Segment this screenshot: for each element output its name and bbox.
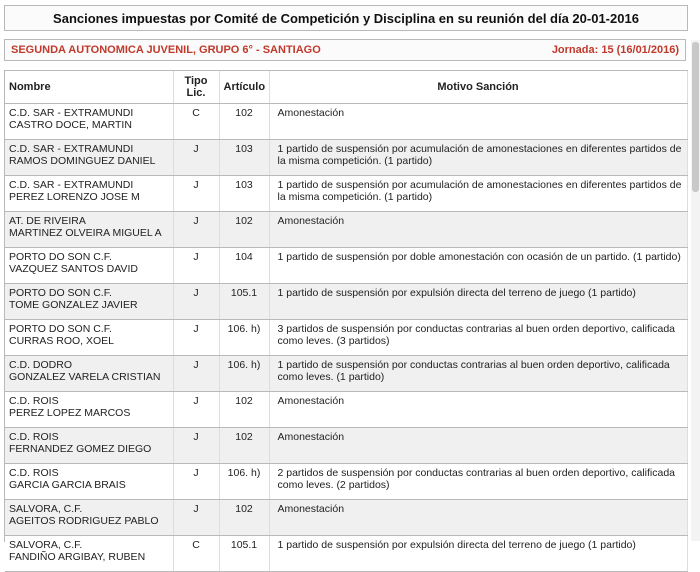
club-name: AT. DE RIVEIRA: [9, 215, 86, 227]
cell-nombre: [5, 428, 173, 464]
club-name: PORTO DO SON C.F.: [9, 287, 112, 299]
cell-motivo: 1 partido de suspensión por doble amonestación con ocasión de un partido. (1 partido): [269, 248, 687, 284]
table-header-row: [5, 71, 687, 104]
club-name: SALVORA, C.F.: [9, 503, 83, 515]
player-name: RAMOS DOMINGUEZ DANIEL: [9, 155, 156, 167]
cell-articulo: 103: [219, 140, 269, 176]
cell-articulo: 105.1: [219, 284, 269, 320]
cell-motivo: Amonestación: [269, 392, 687, 428]
cell-motivo: 2 partidos de suspensión por conductas contrarias al buen orden deportivo, calificada como leves. (2 partidos): [269, 464, 687, 500]
club-name: C.D. ROIS: [9, 395, 59, 407]
cell-motivo: Amonestación: [269, 212, 687, 248]
club-name: C.D. SAR - EXTRAMUNDI: [9, 143, 134, 155]
vertical-scrollbar[interactable]: [691, 40, 700, 541]
cell-motivo: 1 partido de suspensión por expulsión directa del terreno de juego (1 partido): [269, 284, 687, 320]
cell-nombre: [5, 176, 173, 212]
cell-nombre: [5, 320, 173, 356]
cell-tipo-lic: J: [173, 320, 219, 356]
scrollbar-thumb[interactable]: [692, 42, 699, 192]
cell-tipo-lic: J: [173, 428, 219, 464]
player-name: CASTRO DOCE, MARTIN: [9, 119, 132, 131]
table-row: [5, 140, 687, 176]
cell-motivo: Amonestación: [269, 104, 687, 140]
cell-articulo: 106. h): [219, 320, 269, 356]
group-header: [4, 39, 686, 61]
cell-motivo: Amonestación: [269, 500, 687, 536]
club-name: PORTO DO SON C.F.: [9, 251, 112, 263]
player-name: GARCIA GARCIA BRAIS: [9, 479, 126, 491]
cell-nombre: [5, 356, 173, 392]
cell-articulo: 106. h): [219, 356, 269, 392]
club-name: C.D. ROIS: [9, 467, 59, 479]
player-name: MARTINEZ OLVEIRA MIGUEL A: [9, 227, 162, 239]
cell-tipo-lic: C: [173, 536, 219, 572]
page-title: Sanciones impuestas por Comité de Competición y Disciplina en su reunión del día 20-01-2016: [4, 5, 688, 31]
club-name: SALVORA, C.F.: [9, 539, 83, 551]
cell-articulo: 103: [219, 176, 269, 212]
cell-articulo: 105.1: [219, 536, 269, 572]
cell-motivo: 1 partido de suspensión por acumulación de amonestaciones en diferentes partidos de la misma competición. (1 partido): [269, 176, 687, 212]
cell-nombre: [5, 392, 173, 428]
cell-tipo-lic: J: [173, 464, 219, 500]
player-name: VAZQUEZ SANTOS DAVID: [9, 263, 138, 275]
cell-tipo-lic: J: [173, 140, 219, 176]
player-name: PEREZ LORENZO JOSE M: [9, 191, 140, 203]
cell-motivo: Amonestación: [269, 428, 687, 464]
cell-articulo: 102: [219, 428, 269, 464]
cell-motivo: 1 partido de suspensión por expulsión directa del terreno de juego (1 partido): [269, 536, 687, 572]
sanctions-table-container: [4, 70, 688, 563]
table-row: [5, 500, 687, 536]
cell-articulo: 102: [219, 392, 269, 428]
player-name: AGEITOS RODRIGUEZ PABLO: [9, 515, 159, 527]
cell-tipo-lic: J: [173, 284, 219, 320]
player-name: GONZALEZ VARELA CRISTIAN: [9, 371, 161, 383]
cell-articulo: 102: [219, 212, 269, 248]
column-header-articulo: Artículo: [219, 71, 269, 104]
player-name: CURRAS ROO, XOEL: [9, 335, 115, 347]
player-name: TOME GONZALEZ JAVIER: [9, 299, 138, 311]
cell-nombre: [5, 500, 173, 536]
cell-nombre: [5, 536, 173, 572]
club-name: C.D. SAR - EXTRAMUNDI: [9, 179, 134, 191]
cell-tipo-lic: C: [173, 104, 219, 140]
group-name: SEGUNDA AUTONOMICA JUVENIL, GRUPO 6° - SANTIAGO: [11, 44, 321, 56]
cell-nombre: [5, 248, 173, 284]
table-row: [5, 428, 687, 464]
club-name: C.D. DODRO: [9, 359, 72, 371]
table-row: [5, 176, 687, 212]
cell-articulo: 102: [219, 500, 269, 536]
player-name: PEREZ LOPEZ MARCOS: [9, 407, 131, 419]
cell-nombre: [5, 104, 173, 140]
table-row: [5, 104, 687, 140]
cell-nombre: [5, 284, 173, 320]
cell-motivo: 1 partido de suspensión por conductas contrarias al buen orden deportivo, calificada como leves. (1 partido): [269, 356, 687, 392]
column-header-nombre: Nombre: [5, 71, 173, 104]
cell-tipo-lic: J: [173, 392, 219, 428]
cell-articulo: 106. h): [219, 464, 269, 500]
cell-motivo: 1 partido de suspensión por acumulación de amonestaciones en diferentes partidos de la misma competición. (1 partido): [269, 140, 687, 176]
table-row: [5, 284, 687, 320]
club-name: C.D. SAR - EXTRAMUNDI: [9, 107, 134, 119]
table-row: [5, 248, 687, 284]
column-header-motivo: Motivo Sanción: [269, 71, 687, 104]
player-name: FANDIÑO ARGIBAY, RUBEN: [9, 551, 146, 563]
table-row: [5, 212, 687, 248]
cell-articulo: 104: [219, 248, 269, 284]
cell-tipo-lic: J: [173, 176, 219, 212]
table-row: [5, 392, 687, 428]
column-header-tipo-lic: Tipo Lic.: [173, 71, 219, 104]
table-row: [5, 464, 687, 500]
cell-nombre: [5, 212, 173, 248]
table-row: [5, 536, 687, 572]
cell-tipo-lic: J: [173, 212, 219, 248]
sanctions-table: [5, 71, 688, 572]
cell-tipo-lic: J: [173, 500, 219, 536]
player-name: FERNANDEZ GOMEZ DIEGO: [9, 443, 152, 455]
cell-nombre: [5, 464, 173, 500]
club-name: C.D. ROIS: [9, 431, 59, 443]
jornada-label: Jornada: 15 (16/01/2016): [551, 44, 679, 56]
cell-tipo-lic: J: [173, 248, 219, 284]
table-row: [5, 320, 687, 356]
cell-tipo-lic: J: [173, 356, 219, 392]
cell-motivo: 3 partidos de suspensión por conductas contrarias al buen orden deportivo, calificada como leves. (3 partidos): [269, 320, 687, 356]
cell-nombre: [5, 140, 173, 176]
club-name: PORTO DO SON C.F.: [9, 323, 112, 335]
cell-articulo: 102: [219, 104, 269, 140]
table-row: [5, 356, 687, 392]
table-body: [5, 104, 687, 572]
